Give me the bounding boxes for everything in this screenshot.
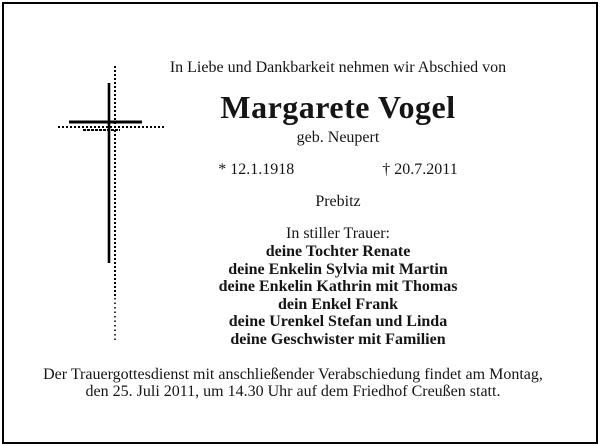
mourner-line: deine Geschwister mit Familien xyxy=(230,330,446,348)
intro-text: In Liebe und Dankbarkeit nehmen wir Abschied von xyxy=(169,59,507,76)
birth-date: * 12.1.1918 xyxy=(218,161,295,178)
life-dates xyxy=(90,160,586,179)
maiden-name: geb. Neupert xyxy=(296,129,380,146)
mourner-line: dein Enkel Frank xyxy=(277,295,399,313)
mourners-list xyxy=(90,243,586,348)
mourning-heading: In stiller Trauer: xyxy=(286,225,390,242)
notice-body xyxy=(90,58,586,348)
service-line-2: den 25. Juli 2011, um 14.30 Uhr auf dem Friedhof Creußen statt. xyxy=(85,383,501,400)
death-date: † 20.7.2011 xyxy=(382,161,458,178)
mourner-line: deine Enkelin Kathrin mit Thomas xyxy=(218,278,458,295)
mourner-line: deine Urenkel Stefan und Linda xyxy=(228,313,448,330)
mourner-line: deine Tochter Renate xyxy=(265,243,411,260)
place-name: Prebitz xyxy=(315,193,361,210)
service-info xyxy=(0,366,586,400)
service-line-1: Der Trauergottesdienst mit anschließender Verabschiedung findet am Montag, xyxy=(43,366,543,383)
mourner-line: deine Enkelin Sylvia mit Martin xyxy=(228,260,448,278)
deceased-name: Margarete Vogel xyxy=(220,89,456,125)
